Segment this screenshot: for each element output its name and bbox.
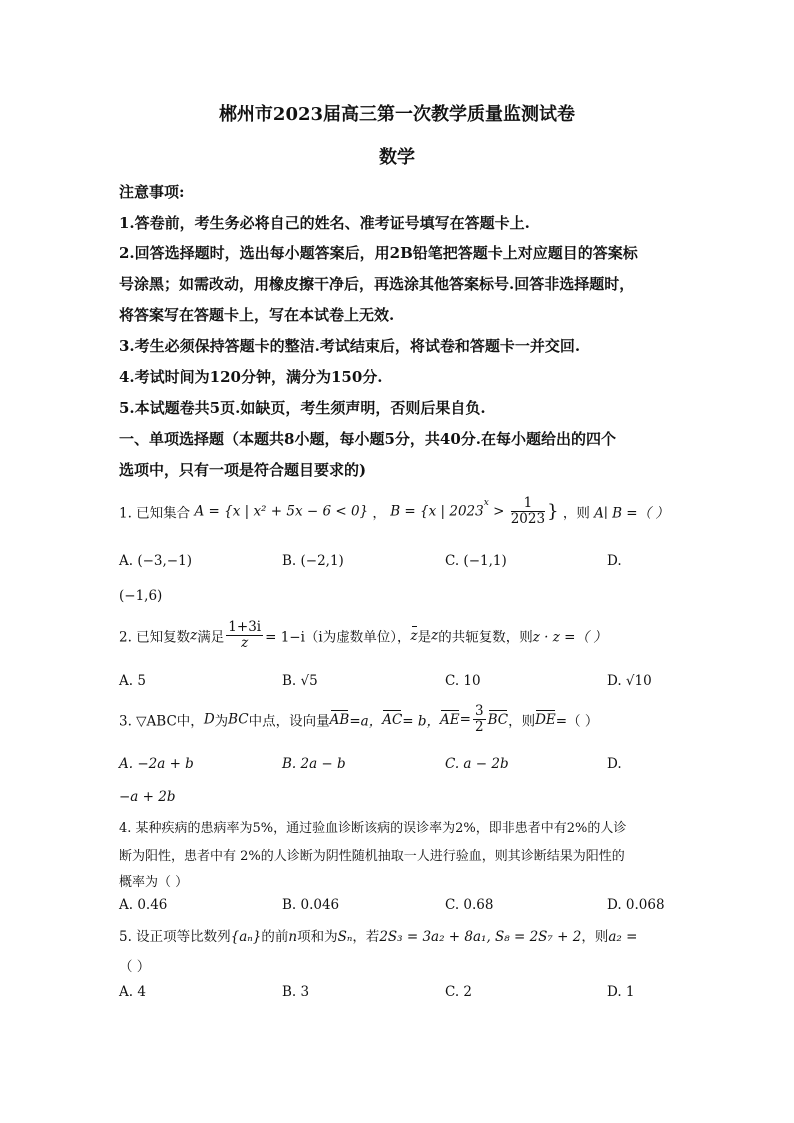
q4-option-d: D. 0.068 — [607, 897, 665, 913]
q1-option-c: C. (−1,1) — [445, 553, 507, 569]
q2-frac-numerator: 1+3i — [228, 619, 262, 635]
q5-option-d: D. 1 — [607, 984, 635, 1000]
q3-vector-ac: AC — [382, 711, 403, 728]
q3-vector-ae: AE — [440, 711, 460, 728]
subject-title: 数学 — [379, 147, 415, 168]
q1-set-a: A = {x | x² + 5x − 6 < 0} — [194, 503, 369, 520]
q1-set-b-left: B = {x | 2023 — [390, 503, 484, 520]
q2-frac-denominator: z — [241, 635, 249, 651]
q3-option-b: B. 2a − b — [282, 756, 346, 772]
q5-condition: 2S₃ = 3a₂ + 8a₁, S₈ = 2S₇ + 2 — [379, 929, 582, 945]
q2-stem-e: 的共轭复数，则 — [438, 629, 533, 646]
question-1-stem — [119, 496, 669, 527]
q1-set-b-gt: > — [488, 503, 509, 520]
q3-eq-c: = — [459, 711, 471, 728]
q3-stem-d: ，则 — [508, 713, 536, 730]
q1-option-a: A. (−3,−1) — [119, 553, 192, 569]
q3-fraction — [473, 704, 486, 735]
q1-set-b-exponent: x — [483, 498, 489, 508]
notice-heading: 注意事项: — [119, 183, 185, 201]
q5-option-c: C. 2 — [445, 984, 473, 1000]
section-heading-line1: 一、单项选择题（本题共8小题，每小题5分，共40分.在每小题给出的四个 — [119, 430, 616, 448]
q3-stem-a: 3. ▽ABC中， — [119, 713, 204, 730]
q3-option-c: C. a − 2b — [445, 756, 509, 772]
q2-option-b: B. √5 — [282, 673, 318, 689]
q1-ask: A∣ B =（ ） — [594, 505, 669, 522]
q2-ask: z · z =（ ） — [532, 629, 607, 646]
q2-option-d: D. √10 — [607, 673, 652, 689]
q3-eq-b: = b， — [402, 713, 441, 730]
question-4-line2: 断为阳性，患者中有 2%的人诊断为阴性随机抽取一人进行验血，则其诊断结果为阳性的 — [119, 849, 625, 864]
q1-set-b-right: } — [547, 501, 559, 522]
q1-option-b: B. (−2,1) — [282, 553, 344, 569]
q3-frac-denominator: 2 — [474, 719, 484, 735]
q5-sn: Sₙ — [337, 929, 353, 945]
q2-stem-d: 是 — [417, 629, 432, 646]
q3-vector-bc: BC — [487, 711, 509, 728]
q1-frac-numerator: 1 — [511, 496, 545, 512]
q5-sequence: {aₙ} — [230, 929, 262, 945]
q2-z: z — [190, 627, 198, 644]
notice-item: 4.考试时间为120分钟，满分为150分. — [119, 368, 383, 386]
section-heading-line2: 选项中，只有一项是符合题目要求的) — [119, 461, 367, 479]
q4-option-c: C. 0.68 — [445, 897, 494, 913]
q5-option-b: B. 3 — [282, 984, 310, 1000]
notice-item: 2.回答选择题时，选出每小题答案后，用2B铅笔把答题卡上对应题目的答案标 — [119, 244, 638, 262]
question-4-line3: 概率为（ ） — [119, 875, 189, 890]
q1-option-d-value: (−1,6) — [119, 588, 163, 604]
q5-stem-c: 项和为 — [297, 929, 338, 945]
q3-vector-de: DE — [535, 711, 556, 728]
q2-stem-a: 2. 已知复数 — [119, 629, 191, 646]
q5-stem-a: 5. 设正项等比数列 — [119, 929, 231, 945]
notice-item: 3.考生必须保持答题卡的整洁.考试结束后，将试卷和答题卡一并交回. — [119, 337, 581, 355]
q5-option-a: A. 4 — [119, 984, 146, 1000]
q1-stem-b: ，则 — [562, 505, 590, 522]
notice-item: 1.答卷前，考生务必将自己的姓名、准考证号填写在答题卡上. — [119, 214, 530, 232]
q3-segment-bc: BC — [228, 711, 249, 728]
q5-stem-b: 的前 — [261, 929, 289, 945]
q1-set-b-fraction — [511, 496, 545, 527]
q1-comma: ， — [372, 505, 386, 522]
q3-option-d-value: −a + 2b — [119, 789, 176, 805]
q3-point-d: D — [203, 711, 215, 728]
q5-stem-d: ，若 — [352, 929, 380, 945]
q3-stem-b: 为 — [214, 713, 229, 730]
q4-option-a: A. 0.46 — [119, 897, 168, 913]
q3-ask: =（ ） — [555, 713, 599, 730]
question-5-stem — [119, 925, 637, 945]
q2-option-c: C. 10 — [445, 673, 481, 689]
q3-eq-a: =a， — [349, 713, 383, 730]
notice-item: 将答案写在答题卡上，写在本试卷上无效. — [119, 306, 395, 324]
q2-z2: z — [431, 627, 439, 644]
question-5-paren: （ ） — [119, 959, 151, 975]
q5-stem-e: ，则 — [581, 929, 609, 945]
q1-frac-denominator: 2023 — [510, 511, 546, 527]
q2-zbar: z — [410, 627, 418, 644]
q2-stem-b: 满足 — [197, 629, 225, 646]
q3-option-d: D. — [607, 756, 622, 772]
q5-n: n — [288, 929, 298, 945]
q4-option-b: B. 0.046 — [282, 897, 340, 913]
q3-option-a: A. −2a + b — [119, 756, 194, 772]
q3-vector-ab: AB — [329, 711, 350, 728]
question-4-line1: 4. 某种疾病的患病率为5%，通过验血诊断该病的误诊率为2%，即非患者中有2%的人诊 — [119, 821, 627, 836]
q2-option-a: A. 5 — [119, 673, 146, 689]
notice-item: 号涂黑；如需改动，用橡皮擦干净后，再选涂其他答案标号.回答非选择题时， — [119, 275, 635, 293]
q5-a2: a₂ = — [608, 929, 638, 945]
question-3-stem — [119, 704, 598, 735]
q1-stem-a: 1. 已知集合 — [119, 505, 191, 522]
q3-frac-numerator: 3 — [474, 703, 484, 719]
exam-title: 郴州市2023届高三第一次教学质量监测试卷 — [218, 104, 576, 125]
q2-stem-c: = 1−i（i为虚数单位）， — [265, 629, 411, 646]
q2-fraction — [226, 620, 263, 651]
q3-stem-c: 中点，设向量 — [248, 713, 330, 730]
question-2-stem — [119, 620, 607, 651]
notice-item: 5.本试题卷共5页.如缺页，考生须声明，否则后果自负. — [119, 399, 486, 417]
q1-option-d: D. — [607, 553, 622, 569]
